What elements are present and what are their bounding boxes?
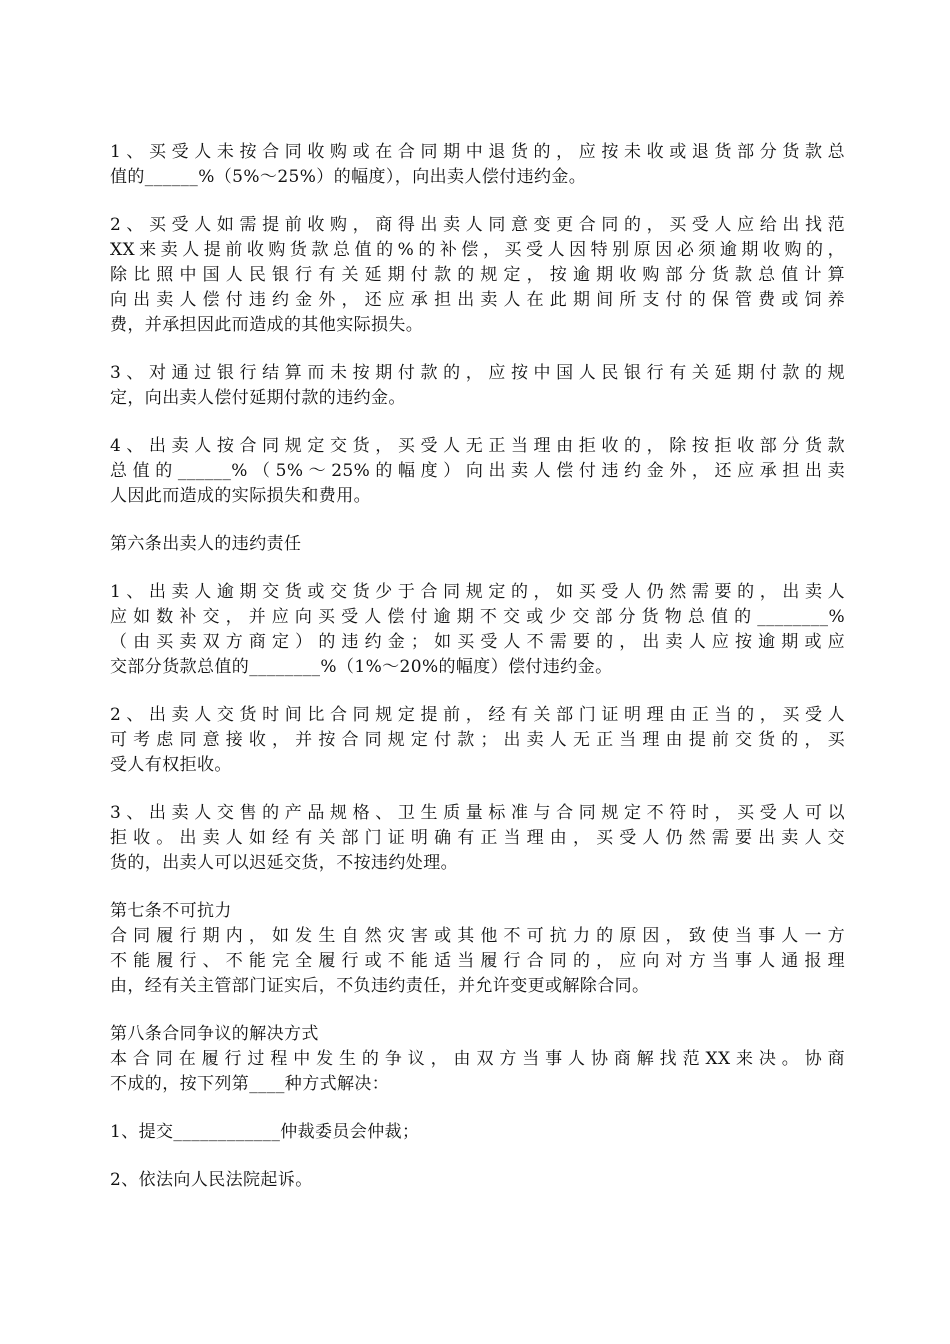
text-line: 货的，出卖人可以迟延交货，不按违约处理。 (110, 853, 458, 873)
text-line: 由，经有关主管部门证实后，不负违约责任，并允许变更或解除合同。 (110, 976, 650, 996)
document-page (110, 140, 845, 1216)
text-line: 不成的，按下列第____种方式解决： (110, 1074, 390, 1094)
text-line: 应如数补交，并应向买受人偿付逾期不交或少交部分货物总值的________% (110, 607, 845, 627)
option-1 (110, 1120, 845, 1145)
text-line: XX来卖人提前收购货款总值的%的补偿，买受人因特别原因必须逾期收购的， (110, 240, 845, 260)
paragraph-2 (110, 213, 845, 338)
paragraph-3 (110, 361, 845, 411)
text-line: 1、出卖人逾期交货或交货少于合同规定的，如买受人仍然需要的，出卖人 (110, 582, 845, 602)
text-line: 第六条出卖人的违约责任 (110, 534, 302, 554)
text-line: 本合同在履行过程中发生的争议，由双方当事人协商解找范XX来决。协商 (110, 1049, 845, 1069)
paragraph-8 (110, 801, 845, 876)
text-line: 1、买受人未按合同收购或在合同期中退货的，应按未收或退货部分货款总 (110, 142, 845, 162)
text-line: 向出卖人偿付违约金外，还应承担出卖人在此期间所支付的保管费或饲养 (110, 290, 845, 310)
text-line: 3、出卖人交售的产品规格、卫生质量标准与合同规定不符时，买受人可以 (110, 803, 845, 823)
text-line: 交部分货款总值的________%（1%～20%的幅度）偿付违约金。 (110, 657, 613, 677)
text-line: 2、依法向人民法院起诉。 (110, 1170, 313, 1190)
text-line: 除比照中国人民银行有关延期付款的规定，按逾期收购部分货款总值计算 (110, 265, 845, 285)
text-line: 第七条不可抗力 (110, 901, 232, 921)
text-line: 2、买受人如需提前收购，商得出卖人同意变更合同的，买受人应给出找范 (110, 215, 845, 235)
text-line: 3、对通过银行结算而未按期付款的，应按中国人民银行有关延期付款的规 (110, 363, 845, 383)
text-line: 第八条合同争议的解决方式 (110, 1024, 319, 1044)
text-line: 4、出卖人按合同规定交货，买受人无正当理由拒收的，除按拒收部分货款 (110, 436, 845, 456)
text-line: 受人有权拒收。 (110, 755, 232, 775)
paragraph-6 (110, 580, 845, 680)
paragraph-1 (110, 140, 845, 190)
text-line: 2、出卖人交货时间比合同规定提前，经有关部门证明理由正当的，买受人 (110, 705, 845, 725)
text-line: 总值的______%（5%～25%的幅度）向出卖人偿付违约金外，还应承担出卖 (110, 461, 845, 481)
option-2 (110, 1168, 845, 1193)
section-article-7 (110, 899, 845, 999)
text-line: （由买卖双方商定）的违约金；如买受人不需要的，出卖人应按逾期或应 (110, 632, 845, 652)
paragraph-7 (110, 703, 845, 778)
text-line: 拒收。出卖人如经有关部门证明确有正当理由，买受人仍然需要出卖人交 (110, 828, 845, 848)
paragraph-4 (110, 434, 845, 509)
text-line: 不能履行、不能完全履行或不能适当履行合同的，应向对方当事人通报理 (110, 951, 845, 971)
section-heading-article-6 (110, 532, 845, 557)
text-line: 值的______%（5%～25%）的幅度），向出卖人偿付违约金。 (110, 167, 587, 187)
section-article-8 (110, 1022, 845, 1097)
text-line: 人因此而造成的实际损失和费用。 (110, 486, 371, 506)
text-line: 1、提交____________仲裁委员会仲裁； (110, 1122, 420, 1142)
text-line: 可考虑同意接收，并按合同规定付款；出卖人无正当理由提前交货的，买 (110, 730, 845, 750)
text-line: 合同履行期内，如发生自然灾害或其他不可抗力的原因，致使当事人一方 (110, 926, 845, 946)
text-line: 定，向出卖人偿付延期付款的违约金。 (110, 388, 406, 408)
text-line: 费，并承担因此而造成的其他实际损失。 (110, 315, 424, 335)
